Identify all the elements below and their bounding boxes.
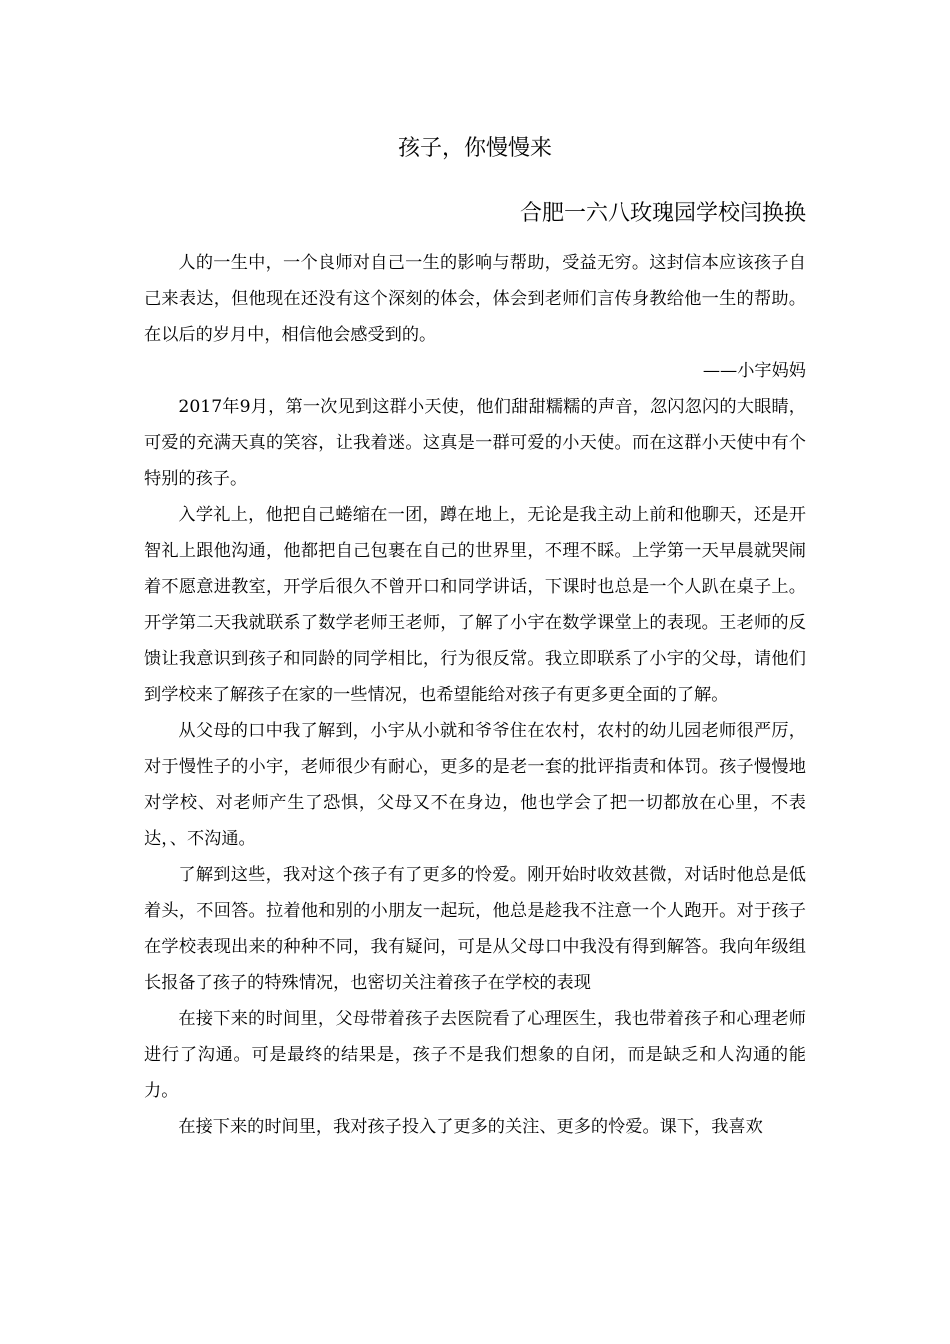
paragraph: 2017年9月，第一次见到这群小天使，他们甜甜糯糯的声音，忽闪忽闪的大眼睛，可爱的充满天真的笑容，让我着迷。这真是一群可爱的小天使。而在这群小天使中有个特别的孩子。 bbox=[144, 397, 806, 489]
signature-line: ——小宇妈妈 bbox=[702, 361, 806, 381]
author-school-line: 合肥一六八玫瑰园学校闫换换 bbox=[519, 201, 806, 226]
paragraph: 了解到这些，我对这个孩子有了更多的怜爱。刚开始时收效甚微，对话时他总是低着头，不回答。拉着他和别的小朋友一起玩，他总是趁我不注意一个人跑开。对于孩子在学校表现出来的种种不同，我有疑问，可是从父母口中我没有得到解答。我向年级组长报备了孩子的特殊情况，也密切关注着孩子在学校的表现 bbox=[144, 865, 806, 993]
document-body bbox=[144, 245, 806, 1145]
document-title: 孩子，你慢慢来 bbox=[397, 136, 552, 161]
paragraph: 从父母的口中我了解到，小宇从小就和爷爷住在农村，农村的幼儿园老师很严厉，对于慢性子的小宇，老师很少有耐心，更多的是老一套的批评指责和体罚。孩子慢慢地对学校、对老师产生了恐惧，父母又不在身边，他也学会了把一切都放在心里，不表达，、不沟通。 bbox=[144, 721, 806, 849]
paragraph: 入学礼上，他把自己蜷缩在一团，蹲在地上，无论是我主动上前和他聊天，还是开智礼上跟他沟通，他都把自己包裹在自己的世界里，不理不睬。上学第一天早晨就哭闹着不愿意进教室，开学后很久不曾开口和同学讲话，下课时也总是一个人趴在桌子上。开学第二天我就联系了数学老师王老师，了解了小宇在数学课堂上的表现。王老师的反馈让我意识到孩子和同龄的同学相比，行为很反常。我立即联系了小宇的父母，请他们到学校来了解孩子在家的一些情况，也希望能给对孩子有更多更全面的了解。 bbox=[144, 505, 806, 705]
paragraph-intro: 人的一生中，一个良师对自己一生的影响与帮助，受益无穷。这封信本应该孩子自己来表达，但他现在还没有这个深刻的体会，体会到老师们言传身教给他一生的帮助。在以后的岁月中，相信他会感受到的。 bbox=[144, 253, 806, 345]
paragraph: 在接下来的时间里，我对孩子投入了更多的关注、更多的怜爱。课下，我喜欢 bbox=[178, 1117, 763, 1137]
paragraph: 在接下来的时间里，父母带着孩子去医院看了心理医生，我也带着孩子和心理老师进行了沟通。可是最终的结果是，孩子不是我们想象的自闭，而是缺乏和人沟通的能力。 bbox=[144, 1009, 806, 1101]
